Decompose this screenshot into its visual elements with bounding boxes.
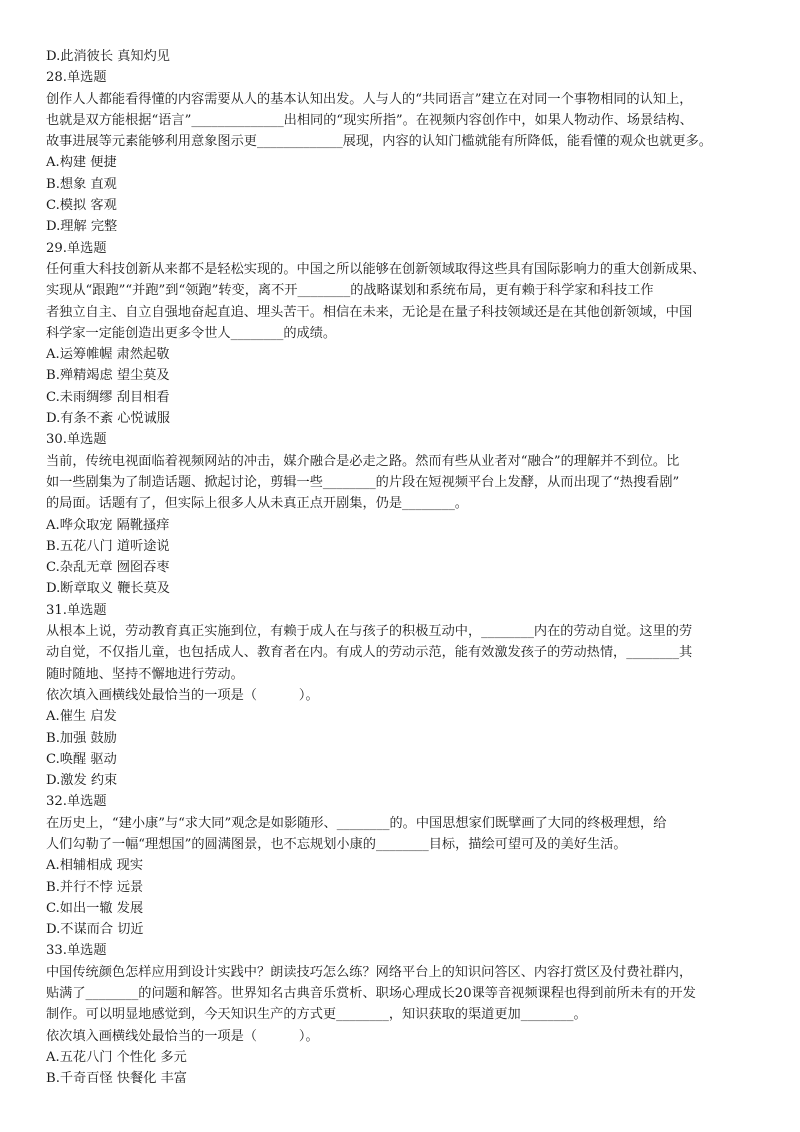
answer-option: C.如出一辙 发展: [46, 900, 144, 916]
answer-option: A.运筹帷幄 肃然起敬: [46, 347, 170, 363]
question-text-line: 实现从“跟跑”“并跑”到“领跑”转变，离不开________的战略谋划和系统布局，更有赖于科学家和科技工作: [46, 283, 654, 299]
answer-option: C.唤醒 驱动: [46, 751, 117, 767]
question-text-line: 从根本上说，劳动教育真正实施到位，有赖于成人在与孩子的积极互动中，________内在的劳动自觉。这里的劳: [46, 624, 693, 640]
question-text-line: 在历史上，“建小康”与“求大同”观念是如影随形、________的。中国思想家们既擘画了大同的终极理想，给: [46, 815, 667, 831]
answer-option: D.不谋而合 切近: [46, 922, 144, 938]
answer-option: D.此消彼长 真知灼见: [46, 49, 170, 64]
question-heading: 33.单选题: [46, 943, 107, 959]
question-text-line: 贴满了________的问题和解答。世界知名古典音乐赏析、职场心理成长20课等音视频课程也得到前所未有的开发: [46, 986, 696, 1002]
answer-option: D.激发 约束: [46, 773, 118, 789]
answer-option: B.想象 直观: [46, 176, 117, 192]
answer-option: D.有条不紊 心悦诚服: [46, 411, 170, 427]
question-heading: 30.单选题: [46, 432, 107, 448]
question-text-line: 随时随地、坚持不懈地进行劳动。: [46, 666, 244, 682]
answer-option: B.加强 鼓励: [46, 730, 117, 746]
question-text-line: 制作。可以明显地感觉到，今天知识生产的方式更________，知识获取的渠道更加________。: [46, 1007, 587, 1023]
answer-option: A.催生 启发: [46, 709, 117, 725]
answer-option: A.构建 便捷: [46, 155, 117, 171]
document-body: [46, 46, 758, 1090]
document-page: [46, 46, 758, 1090]
question-heading: 31.单选题: [46, 602, 107, 618]
answer-option: A.哗众取宠 隔靴搔痒: [46, 517, 170, 533]
answer-option: B.殚精竭虑 望尘莫及: [46, 368, 170, 384]
question-text-line: 中国传统颜色怎样应用到设计实践中？朗读技巧怎么练？网络平台上的知识问答区、内容打赏区及付费社群内，: [46, 964, 693, 980]
question-heading: 28.单选题: [46, 70, 107, 86]
question-text-line: 者独立自主、自立自强地奋起直追、埋头苦干。相信在未来，无论是在量子科技领域还是在其他创新领域，中国: [46, 304, 693, 320]
question-text-line: 也就是双方能根据“语言”______________出相同的“现实所指”。在视频内容创作中，如果人物动作、场景结构、: [46, 112, 693, 128]
answer-option: A.五花八门 个性化 多元: [46, 1049, 187, 1065]
question-text-line: 科学家一定能创造出更多令世人________的成绩。: [46, 325, 337, 341]
question-text-line: 故事进展等元素能够利用意象图示更_____________展现，内容的认知门槛就能有所降低，能看懂的观众也就更多。: [46, 134, 712, 150]
answer-option: B.五花八门 道听途说: [46, 538, 170, 554]
answer-option: C.杂乱无章 囫囵吞枣: [46, 560, 170, 576]
question-text-line: 任何重大科技创新从来都不是轻松实现的。中国之所以能够在创新领域取得这些具有国际影响力的重大创新成果、: [46, 261, 706, 277]
answer-option: D.断章取义 鞭长莫及: [46, 581, 170, 597]
question-text-line: 当前，传统电视面临着视频网站的冲击，媒介融合是必走之路。然而有些从业者对“融合”的理解并不到位。比: [46, 453, 680, 469]
question-text-line: 的局面。话题有了，但实际上很多人从未真正点开剧集，仍是________。: [46, 496, 468, 512]
answer-option: D.理解 完整: [46, 219, 118, 235]
question-text-line: 动自觉，不仅指儿童，也包括成人、教育者在内。有成人的劳动示范，能有效激发孩子的劳动热情，________其: [46, 645, 693, 661]
question-heading: 32.单选题: [46, 794, 107, 810]
question-heading: 29.单选题: [46, 240, 107, 256]
question-text-line: 依次填入画横线处最恰当的一项是（ ）。: [46, 1028, 319, 1044]
answer-option: C.未雨绸缪 刮目相看: [46, 389, 170, 405]
question-text-line: 创作人人都能看得懂的内容需要从人的基本认知出发。人与人的“共同语言”建立在对同一个事物相同的认知上，: [46, 91, 693, 107]
answer-option: B.并行不悖 远景: [46, 879, 144, 895]
question-text-line: 人们勾勒了一幅“理想国”的圆满图景，也不忘规划小康的________目标，描绘可望可及的美好生活。: [46, 836, 627, 852]
question-text-line: 依次填入画横线处最恰当的一项是（ ）。: [46, 687, 319, 703]
answer-option: A.相辅相成 现实: [46, 858, 144, 874]
answer-option: C.模拟 客观: [46, 198, 117, 214]
question-text-line: 如一些剧集为了制造话题、掀起讨论，剪辑一些________的片段在短视频平台上发酵，从而出现了“热搜看剧”: [46, 474, 680, 490]
answer-option: B.千奇百怪 快餐化 丰富: [46, 1071, 187, 1087]
